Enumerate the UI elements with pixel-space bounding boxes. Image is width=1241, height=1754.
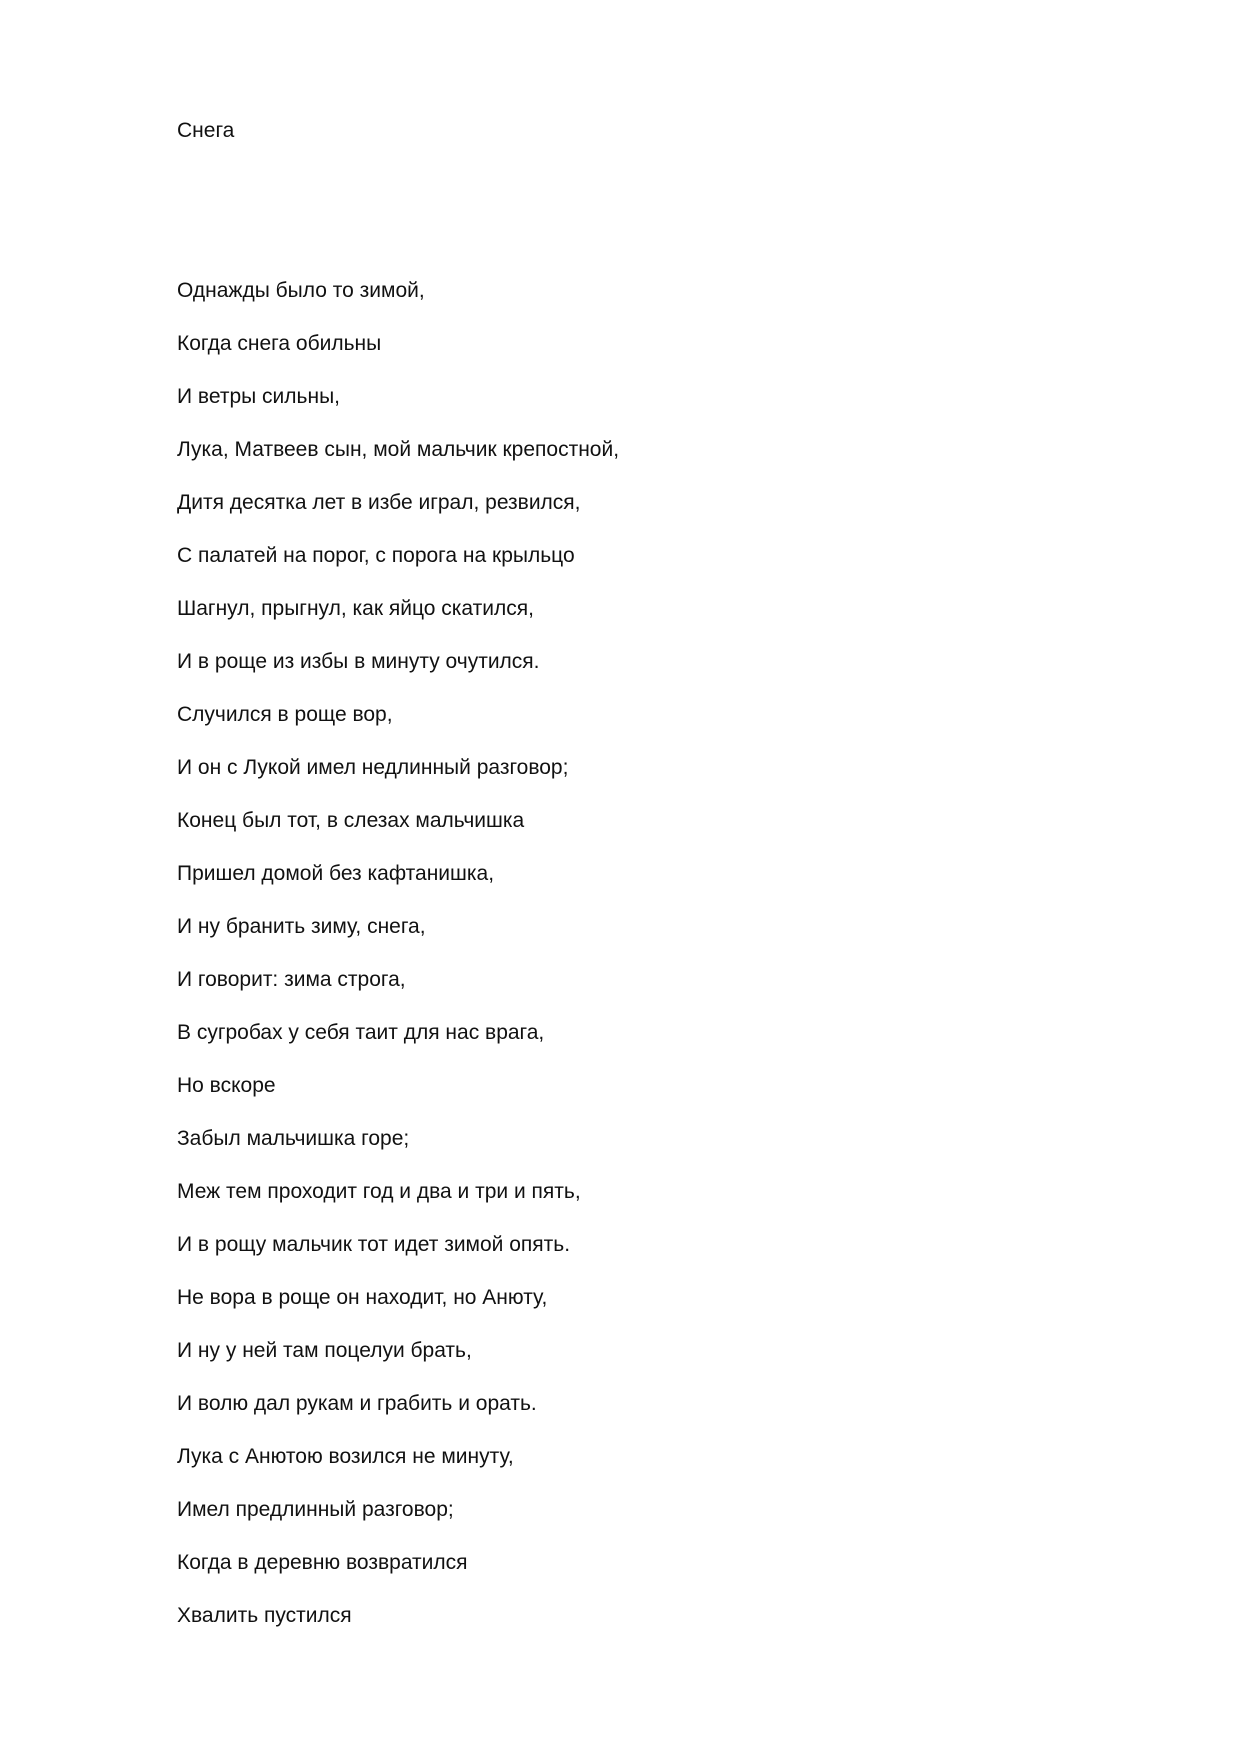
poem-line: Имел предлинный разговор; bbox=[177, 1498, 454, 1521]
poem-line: С палатей на порог, с порога на крыльцо bbox=[177, 544, 575, 567]
poem-line: Хвалить пустился bbox=[177, 1604, 352, 1627]
poem-line: И он с Лукой имел недлинный разговор; bbox=[177, 756, 569, 779]
poem-body bbox=[177, 278, 619, 1656]
poem-line: Но вскоре bbox=[177, 1074, 276, 1097]
poem-line: И ветры сильны, bbox=[177, 385, 341, 408]
poem-line: Случился в роще вор, bbox=[177, 703, 393, 726]
poem-line: И ну бранить зиму, снега, bbox=[177, 915, 426, 938]
poem-line: Шагнул, прыгнул, как яйцо скатился, bbox=[177, 597, 534, 620]
poem-line: Пришел домой без кафтанишка, bbox=[177, 862, 495, 885]
poem-line: Дитя десятка лет в избе играл, резвился, bbox=[177, 491, 581, 514]
poem-line: И в роще из избы в минуту очутился. bbox=[177, 650, 540, 673]
poem-line: Лука, Матвеев сын, мой мальчик крепостной, bbox=[177, 438, 620, 461]
poem-line: И говорит: зима строга, bbox=[177, 968, 406, 991]
poem-line: Не вора в роще он находит, но Анюту, bbox=[177, 1286, 548, 1309]
poem-line: И волю дал рукам и грабить и орать. bbox=[177, 1392, 537, 1415]
poem-line: Когда в деревню возвратился bbox=[177, 1551, 468, 1574]
poem-line: Лука с Анютою возился не минуту, bbox=[177, 1445, 514, 1468]
poem-line: И ну у ней там поцелуи брать, bbox=[177, 1339, 472, 1362]
poem-line: Однажды было то зимой, bbox=[177, 279, 425, 302]
poem-line: В сугробах у себя таит для нас врага, bbox=[177, 1021, 545, 1044]
poem-line: И в рощу мальчик тот идет зимой опять. bbox=[177, 1233, 571, 1256]
poem-line: Забыл мальчишка горе; bbox=[177, 1127, 410, 1150]
poem-title: Снега bbox=[177, 119, 235, 142]
poem-line: Конец был тот, в слезах мальчишка bbox=[177, 809, 525, 832]
poem-line: Меж тем проходит год и два и три и пять, bbox=[177, 1180, 581, 1203]
poem-line: Когда снега обильны bbox=[177, 332, 382, 355]
